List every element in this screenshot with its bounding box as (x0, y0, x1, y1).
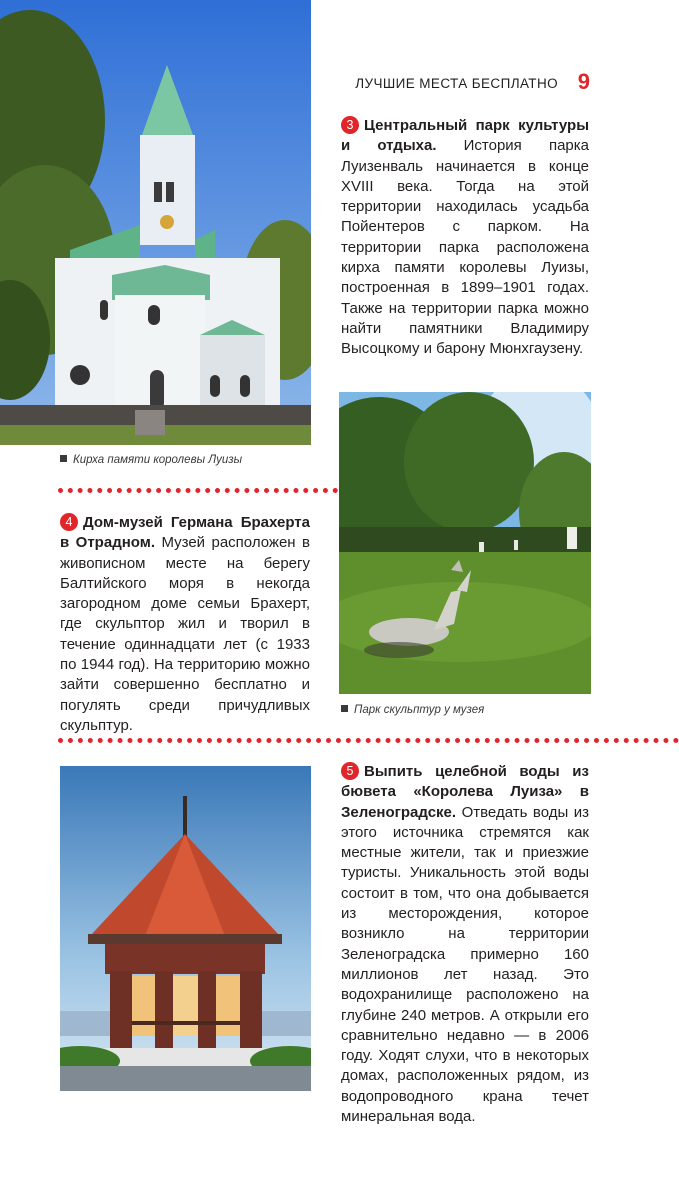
sculpture-caption-text: Парк скульптур у музея (354, 704, 485, 716)
article-number-badge: 5 (341, 762, 359, 780)
sculpture-caption (341, 704, 484, 716)
article-mineral-water (341, 762, 589, 1127)
article-brachert-museum (60, 513, 310, 736)
sculpture-park-photo (339, 392, 591, 694)
article-body: История парка Луизенваль начинается в конце XVIII века. Тогда на этой территории находилась усадьба Пойентеров с парком. На территории парка расположена кирха памяти королевы Луизы, построенная в 1899–1901 годах. Также на территории парка можно найти памятники Владимиру Высоцкому и барону Мюнхгаузену. (341, 137, 589, 358)
church-photo (0, 0, 311, 445)
church-caption (60, 454, 242, 466)
church-caption-text: Кирха памяти королевы Луизы (73, 454, 243, 466)
article-body: Музей расположен в живописном месте на берегу Балтийского моря в некогда загородном доме семьи Брахерт, где скульптор жил и творил в течение одиннадцати лет (с 1933 по 1944 год). На территорию можно зайти совершенно бесплатно и погулять среди причудливых скульптур. (60, 534, 310, 734)
article-body: Отведать воды из этого источника стремятся как местные жители, так и приезжие туристы. Уникальность этой воды состоит в том, что она добывается из месторождения, которое возникло на территории Зеленоградска примерно 160 миллионов лет назад. Это водохранилище расположено на глубине 240 метров. А открыли его сравнительно недавно — в 2006 году. Ходят слухи, что в некоторых домах, расположенных рядом, из водопроводного крана течет минеральная вода. (341, 803, 589, 1126)
caption-bullet (60, 455, 67, 462)
caption-bullet (341, 705, 348, 712)
running-header (340, 68, 592, 98)
section-divider (58, 488, 338, 493)
page-number: 9 (577, 69, 590, 94)
article-central-park (341, 116, 589, 360)
pump-room-photo (60, 766, 311, 1091)
section-divider (58, 738, 679, 743)
article-title: Выпить целебной воды из бювета «Королева Луиза» в Зеленоградске. (341, 763, 589, 821)
article-number-badge: 4 (60, 513, 78, 531)
article-title: Дом-музей Германа Брахерта в Отрадном. (60, 514, 310, 552)
article-title: Центральный парк культуры и отдыха. (341, 117, 589, 155)
article-number-badge: 3 (341, 116, 359, 134)
section-title: ЛУЧШИЕ МЕСТА БЕСПЛАТНО (355, 76, 558, 91)
